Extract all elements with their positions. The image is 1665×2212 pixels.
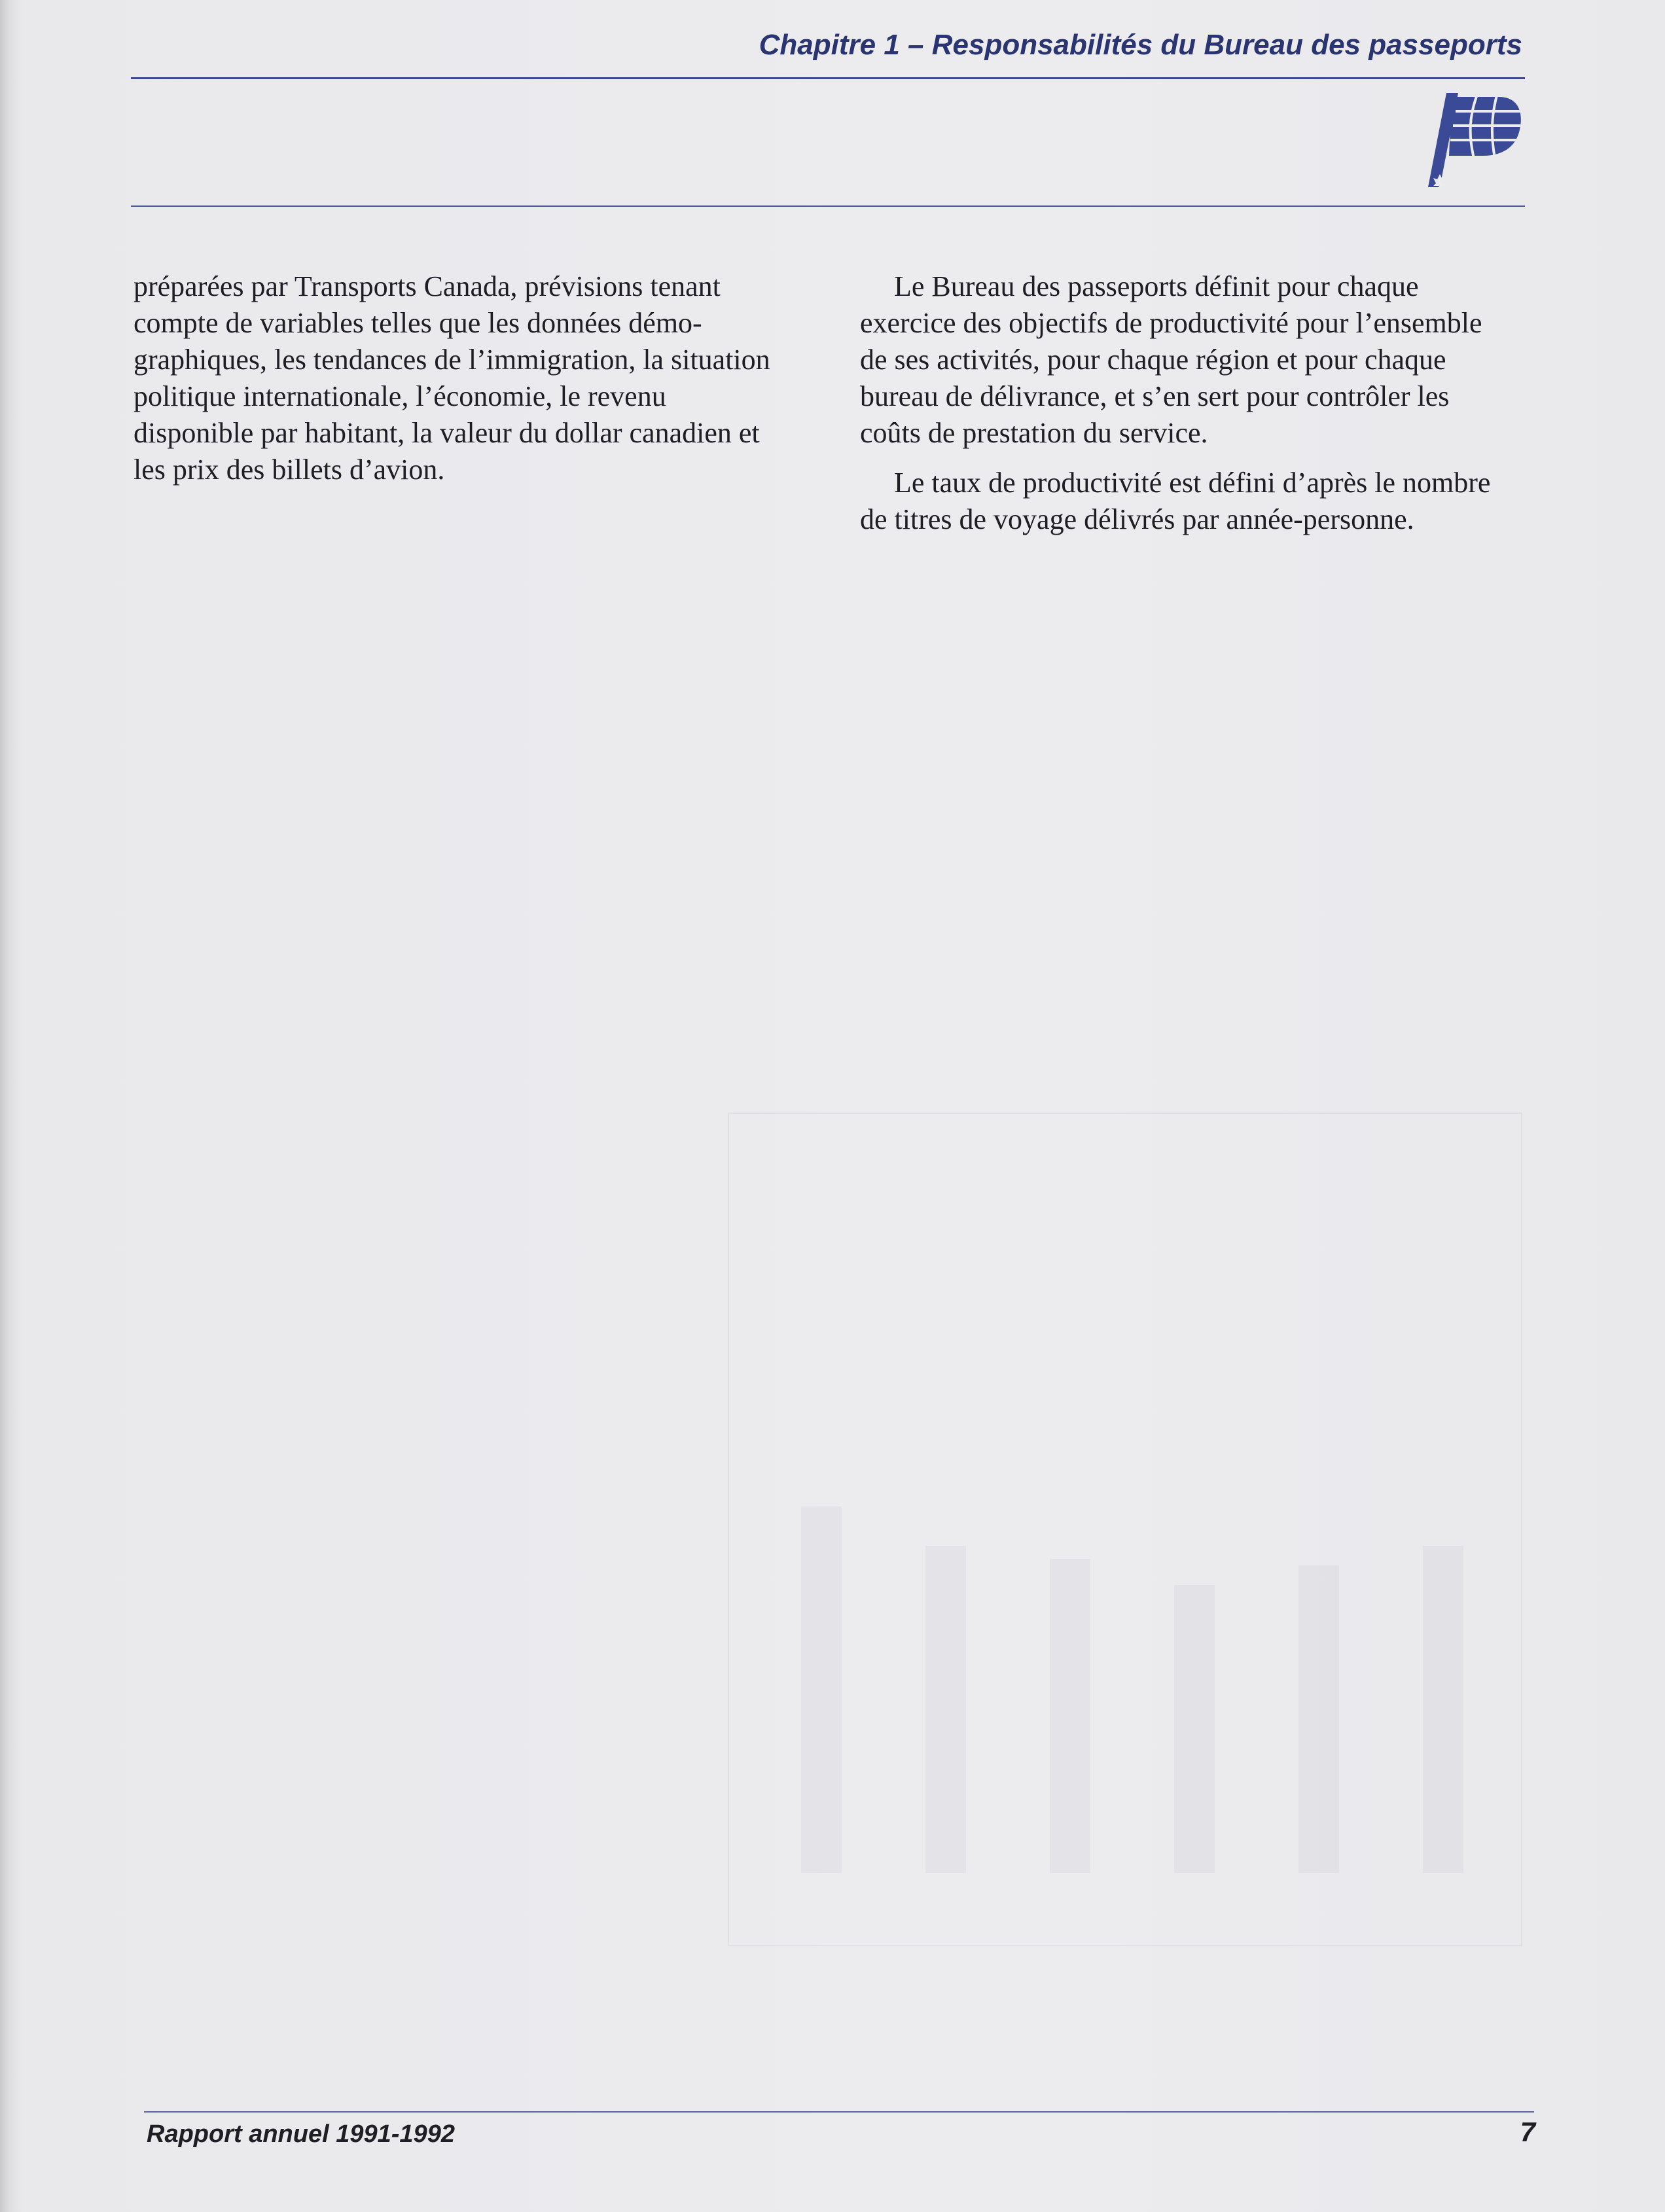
header-rule [131, 77, 1525, 79]
running-head: Chapitre 1 – Responsabilités du Bureau des passeports [759, 29, 1522, 61]
bleed-through-bar [925, 1546, 966, 1873]
section-rule [131, 205, 1525, 207]
body-paragraph: Le taux de productivité est défini d’après le nombre de titres de voyage délivrés par année-personne. [860, 467, 1491, 535]
body-paragraph: préparées par Transports Canada, prévisions tenant compte de variables telles que les données démo-graphiques, les tendances de l’immigration, la situation politique internationale, l’économie, le revenu disponible par habitant, la valeur du dollar canadien et les prix des billets d’avion. [134, 270, 770, 486]
bleed-through-bar [1298, 1565, 1339, 1873]
body-paragraph: Le Bureau des passeports définit pour chaque exercice des objectifs de productivité pour l’ensemble de ses activités, pour chaque région et pour chaque bureau de délivrance, et s’en sert pour contrôler les coûts de prestation du service. [860, 270, 1482, 449]
bleed-through-bar [1423, 1546, 1463, 1873]
bleed-through-bar [1050, 1559, 1090, 1873]
bleed-through-chart-frame [728, 1113, 1522, 1946]
right-column [860, 268, 1514, 538]
footer-report-title: Rapport annuel 1991-1992 [147, 2120, 455, 2148]
passport-office-p-logo-icon [1420, 84, 1525, 195]
bleed-through-bar [1174, 1585, 1215, 1873]
page-number: 7 [1520, 2116, 1535, 2147]
left-column [134, 268, 788, 488]
footer-rule [144, 2111, 1534, 2113]
bleed-through-bar [801, 1507, 842, 1873]
